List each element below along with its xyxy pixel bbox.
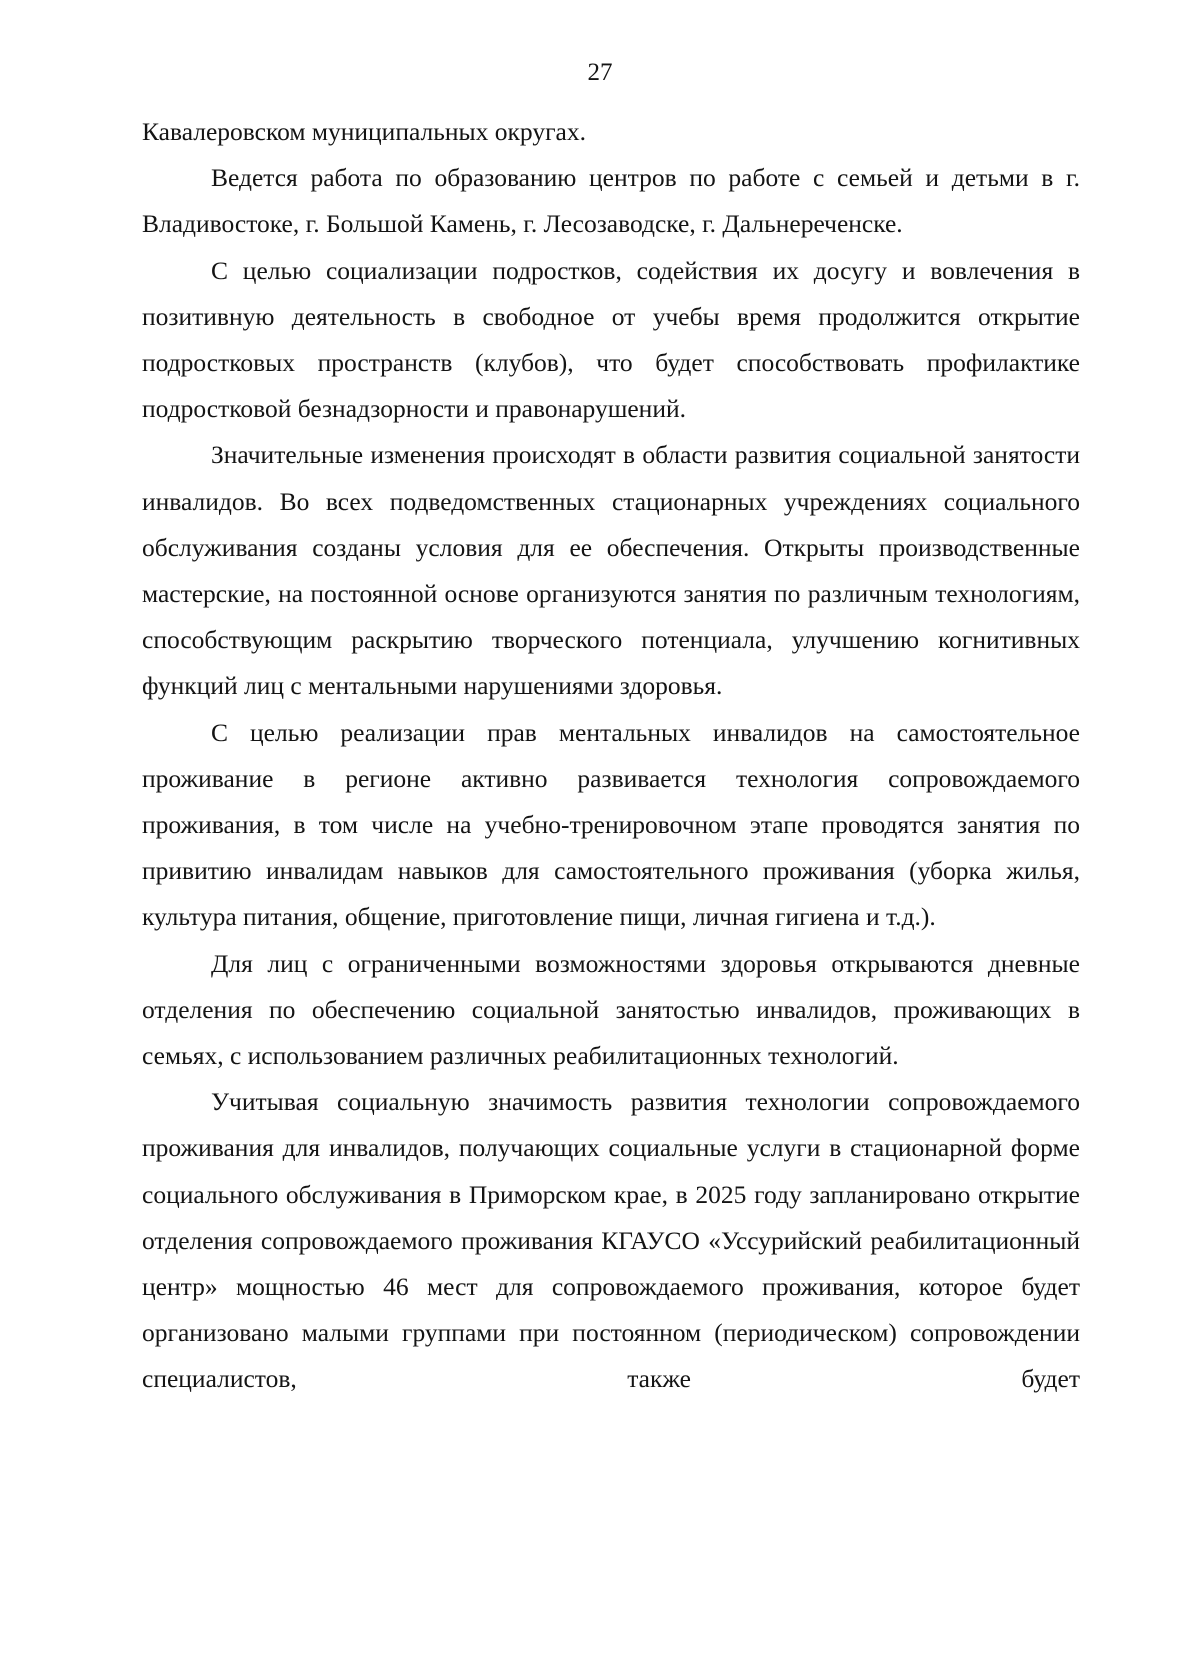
paragraph-teen-spaces: С целью социализации подростков, содействия их досугу и вовлечения в позитивную деятельность в свободное от учебы время продолжится открытие подростковых пространств (клубов), что будет способствовать профилактике подростковой безнадзорности и правонарушений. [142,255,1080,424]
paragraph-day-departments: Для лиц с ограниченными возможностями здоровья открываются дневные отделения по обеспечению социальной занятостью инвалидов, проживающих в семьях, с использованием различных реабилитационных технологий. [142,948,1080,1071]
paragraph-ussuriysk-center: Учитывая социальную значимость развития технологии сопровождаемого проживания для инвалидов, получающих социальные услуги в стационарной форме социального обслуживания в Приморском крае, в 2025 году запланировано открытие отделения сопровождаемого проживания КГАУСО «Уссурийский реабилитационный центр» мощностью 46 мест для сопровождаемого проживания, которое будет организовано малыми группами при постоянном (периодическом) сопровождении специалистов, также будет [142,1087,1080,1394]
paragraph-employment-disabled: Значительные изменения происходят в области развития социальной занятости инвалидов. Во всех подведомственных стационарных учреждениях социального обслуживания созданы условия для ее обеспечения. Открыты производственные мастерские, на постоянной основе организуются занятия по различным технологиям, способствующим раскрытию творческого потенциала, улучшению когнитивных функций лиц с ментальными нарушениями здоровья. [142,440,1080,701]
page-number: 27 [587,59,613,86]
paragraph-family-centers: Ведется работа по образованию центров по работе с семьей и детьми в г. Владивостоке, г. Большой Камень, г. Лесозаводске, г. Дальнереченске. [142,163,1080,239]
paragraph-continuation: Кавалеровском муниципальных округах. [142,117,586,146]
document-body [142,109,1080,1403]
paragraph-supported-living: С целью реализации прав ментальных инвалидов на самостоятельное проживание в регионе активно развивается технология сопровождаемого проживания, в том числе на учебно-тренировочном этапе проводятся занятия по привитию инвалидам навыков для самостоятельного проживания (уборка жилья, культура питания, общение, приготовление пищи, личная гигиена и т.д.). [142,717,1080,932]
